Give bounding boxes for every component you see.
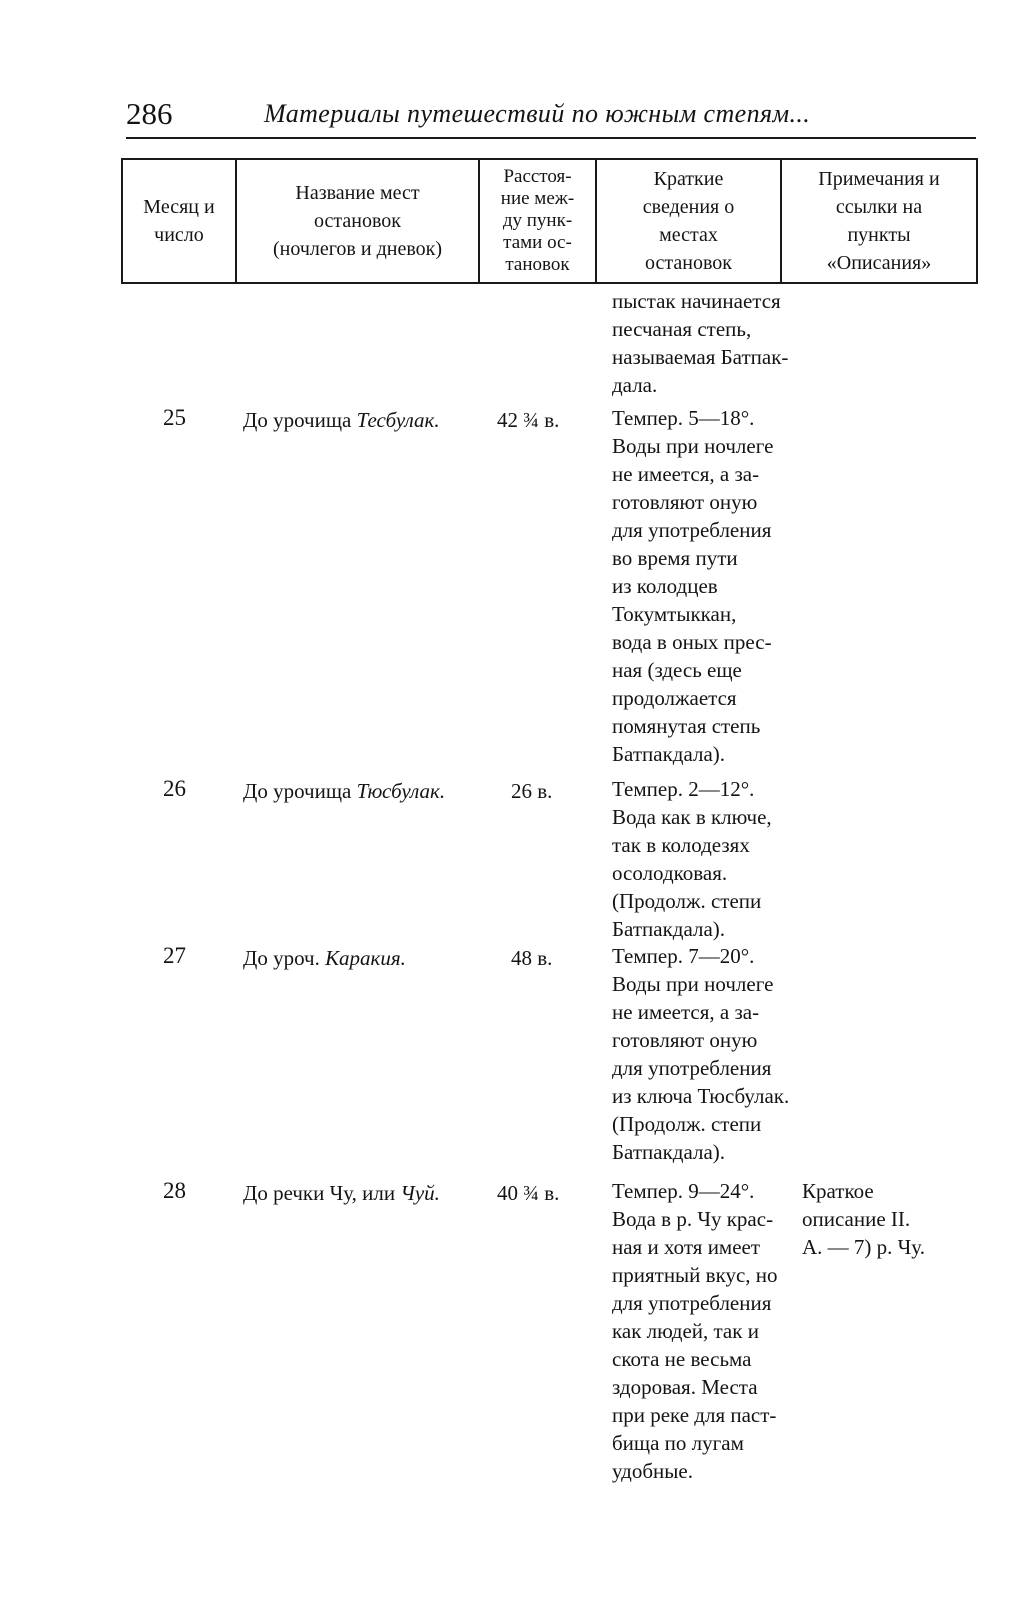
row-place: До речки Чу, или Чуй. xyxy=(243,1181,440,1205)
row-day: 25 xyxy=(163,405,186,430)
row-day: 28 xyxy=(163,1178,186,1203)
row-day: 26 xyxy=(163,776,186,801)
continuation-text: пыстак начинается песчаная степь, называемая Батпак- дала. xyxy=(612,289,789,397)
column-header-distance: Расстоя- ние меж- ду пунк- тами ос- тановок xyxy=(480,160,597,282)
column-header-month: Месяц и число xyxy=(123,160,237,282)
row-description: Темпер. 5—18°. Воды при ночлеге не имеется, а за- готовляют оную для употребления во время пути из колодцев Токумтыккан, вода в оных прес- ная (здесь еще продолжается помянутая степь Батпакдала). xyxy=(612,406,774,766)
column-header-notes: Примечания и ссылки на пункты «Описания» xyxy=(818,168,940,274)
row-day: 27 xyxy=(163,943,186,968)
row-distance: 42 ¾ в. xyxy=(497,408,560,432)
header-rule xyxy=(126,137,976,139)
page-header xyxy=(126,96,966,132)
place-name: Каракия. xyxy=(325,946,406,970)
row-distance: 26 в. xyxy=(511,779,553,803)
row-distance: 40 ¾ в. xyxy=(497,1181,560,1205)
row-place: До уроч. Каракия. xyxy=(243,946,406,970)
table-body xyxy=(0,284,1020,1534)
place-name: Тесбулак. xyxy=(356,408,440,432)
row-place: До урочища Тесбулак. xyxy=(243,408,440,432)
column-header-description: Краткие сведения о местах остановок xyxy=(597,160,782,282)
place-name: Чуй. xyxy=(400,1181,440,1205)
page-number: 286 xyxy=(126,96,173,131)
row-place: До урочища Тюсбулак. xyxy=(243,779,446,803)
place-name: Тюсбулак. xyxy=(356,779,446,803)
column-header-place-name: Название мест остановок (ночлегов и дневок) xyxy=(237,160,480,282)
table-header xyxy=(121,158,978,284)
row-description: Темпер. 9—24°. Вода в р. Чу крас- ная и хотя имеет приятный вкус, но для употребления как людей, так и скота не весьма здоровая. Места при реке для паст- бища по лугам удобные. xyxy=(612,1179,778,1483)
row-distance: 48 в. xyxy=(511,946,553,970)
row-description: Темпер. 2—12°. Вода как в ключе, так в колодезях осолодковая. (Продолж. степи Батпакдала). xyxy=(612,777,772,941)
running-title: Материалы путешествий по южным степям... xyxy=(264,99,811,128)
row-note: Краткое описание II. А. — 7) р. Чу. xyxy=(802,1179,925,1259)
row-description: Темпер. 7—20°. Воды при ночлеге не имеется, а за- готовляют оную для употребления из ключа Тюсбулак. (Продолж. степи Батпакдала). xyxy=(612,944,790,1164)
